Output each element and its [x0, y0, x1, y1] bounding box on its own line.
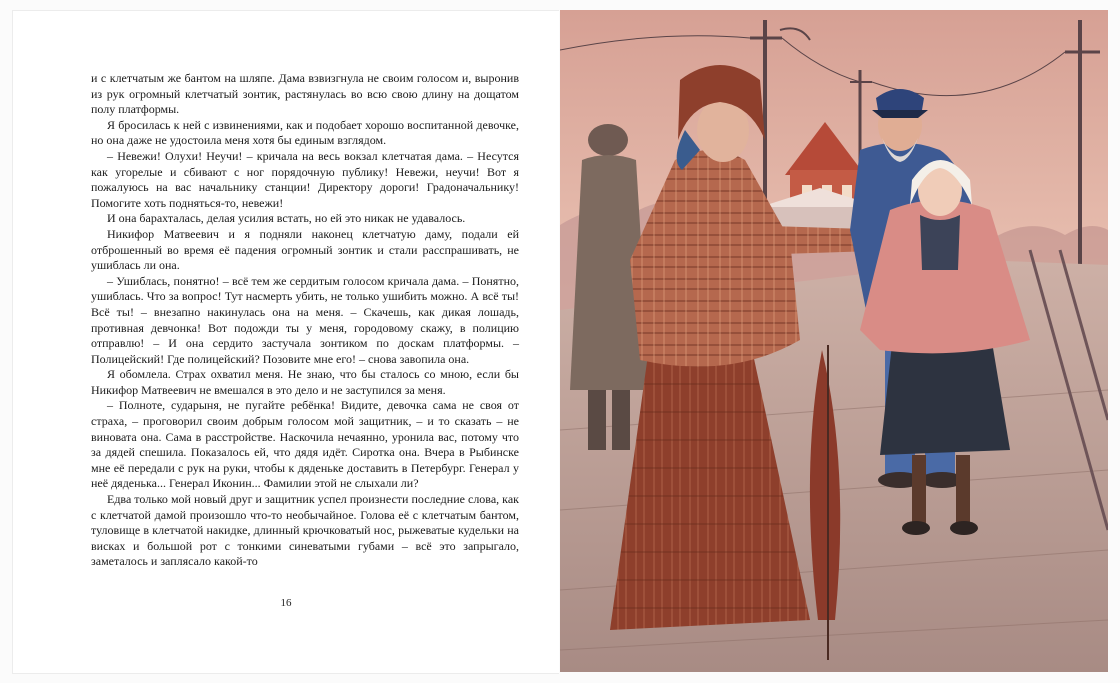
paragraph: – Ушиблась, понятно! – всё тем же сердитым голосом кричала дама. – Понятно, ушиблась. Что за вопрос! Тут насмерть убить, не только ушибить можно. А всё ты! Всё ты! – внезапно накинулась она на меня. – Скачешь, как дикая лошадь, противная девчонка! Вот подожди ты у меня, городовому скажу, в полицию отправлю! – И она сердито застучала зонтиком по доскам платформы. – Полицейский! Где полицейский? Позовите мне его! – снова завопила она.: [91, 273, 519, 366]
paragraph: Я обомлела. Страх охватил меня. Не знаю, что бы сталось со мною, если бы Никифор Матвеевич не вмешался в это дело и не заступился за меня.: [91, 367, 519, 397]
paragraph: Никифор Матвеевич и я подняли наконец клетчатую даму, подали ей отброшенный во время её падения огромный зонтик и стали расспрашивать, не ушиблась ли она.: [91, 226, 519, 273]
paragraph: и с клетчатым же бантом на шляпе. Дама взвизгнула не своим голосом и, выронив из рук огромный клетчатый зонтик, растянулась во всю свою длину на дощатом полу платформы.: [91, 71, 519, 117]
text-page: [12, 10, 559, 674]
paragraph: Я бросилась к ней с извинениями, как и подобает хорошо воспитанной девочке, но она даже не удостоила меня хотя бы единым взглядом.: [91, 117, 519, 148]
paragraph: – Невежи! Олухи! Неучи! – кричала на весь вокзал клетчатая дама. – Несутся как угорелые и сбивают с ног порядочную публику! Невежи, неучи! Вот я пожалуюсь на вас начальнику станции! Директору дороги! Градоначальнику! Помогите хоть подняться-то, невежи!: [91, 148, 519, 210]
page-number: 16: [280, 597, 292, 609]
page-text: [91, 71, 519, 570]
paragraph: И она барахталась, делая усилия встать, но ей это никак не удавалось.: [107, 211, 466, 226]
illustration: [560, 10, 1108, 672]
illustration-page: [560, 10, 1108, 672]
paragraph: Едва только мой новый друг и защитник успел произнести последние слова, как с клетчатой дамой произошло что-то необычайное. Голова её с клетчатым бантом, туловище в клетчатой накидке, длинный крючковатый нос, рыжеватые кудельки на висках и большой рот с тонкими синеватыми губами – всё это запрыгало, заметалось и заплясало какой-то: [91, 492, 519, 569]
paragraph: – Полноте, сударыня, не пугайте ребёнка! Видите, девочка сама не своя от страха, – проговорил своим добрым голосом мой защитник, – и то сказать – не виновата она. Сама в расстройстве. Наскочила нечаянно, уронила вас, потому что за дядей спешила. Показалось ей, что дядя идёт. Сиротка она. Вчера в Рыбинске мне её передали с рук на руки, чтобы к дяденьке доставить в Петербург. Генерал у неё дяденька... Генерал Иконин... Фамилии этой не слыхали ли?: [91, 398, 519, 491]
